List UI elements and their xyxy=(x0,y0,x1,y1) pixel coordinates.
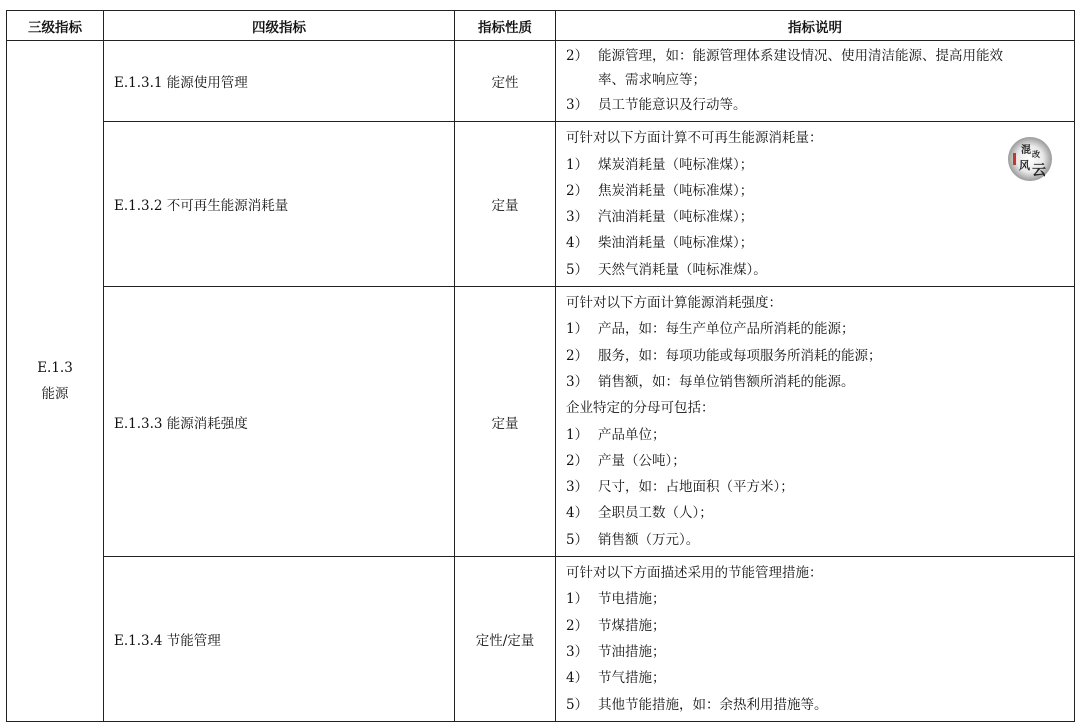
header-level3: 三级指标 xyxy=(7,11,104,41)
level3-code: E.1.3 xyxy=(37,359,73,376)
list-item: 企业特定的分母可包括： xyxy=(566,400,715,417)
table-row xyxy=(7,557,1075,722)
nature-cell: 定量 xyxy=(455,287,556,557)
description-cell xyxy=(556,557,1075,722)
nature-cell: 定性/定量 xyxy=(455,557,556,722)
list-item: 可针对以下方面计算能源消耗强度： xyxy=(566,295,782,312)
list-item: 2） 节煤措施； xyxy=(566,617,666,634)
seal-stamp-mark xyxy=(1013,153,1016,165)
header-description: 指标说明 xyxy=(556,11,1075,41)
list-item: 率、需求响应等； xyxy=(598,72,706,88)
list-item: 1） 节电措施； xyxy=(566,591,666,608)
table-row xyxy=(7,41,1075,122)
nature-cell: 定量 xyxy=(455,122,556,287)
list-item: 1） 煤炭消耗量（吨标准煤）； xyxy=(566,156,754,173)
seal-char: 云 xyxy=(1032,163,1046,179)
list-item: 5） 销售额（万元）。 xyxy=(566,531,700,548)
table-row xyxy=(7,287,1075,557)
level4-cell: E.1.3.4 节能管理 xyxy=(104,557,455,722)
list-item: 3） 员工节能意识及行动等。 xyxy=(566,97,747,113)
list-item: 3） 汽油消耗量（吨标准煤）； xyxy=(566,209,754,226)
list-item: 3） 尺寸，如：占地面积（平方米）； xyxy=(566,479,794,496)
list-item: 2） 服务，如：每项功能或每项服务所消耗的能源； xyxy=(566,347,882,364)
level4-cell: E.1.3.3 能源消耗强度 xyxy=(104,287,455,557)
table-row xyxy=(7,122,1075,287)
list-item: 2） 能源管理，如：能源管理体系建设情况、使用清洁能源、提高用能效 xyxy=(566,48,1003,64)
header-level4: 四级指标 xyxy=(104,11,455,41)
list-item: 2） 焦炭消耗量（吨标准煤）； xyxy=(566,182,754,199)
list-item: 可针对以下方面计算不可再生能源消耗量： xyxy=(566,130,823,147)
description-cell xyxy=(556,287,1075,557)
list-item: 4） 柴油消耗量（吨标准煤）； xyxy=(566,235,754,252)
seal-char: 改 xyxy=(1032,149,1040,159)
seal-char: 混 xyxy=(1021,145,1031,156)
description-cell xyxy=(556,122,1075,287)
list-item: 4） 全职员工数（人）； xyxy=(566,505,713,522)
list-item: 可针对以下方面描述采用的节能管理措施： xyxy=(566,565,823,582)
level4-cell: E.1.3.2 不可再生能源消耗量 xyxy=(104,122,455,287)
list-item: 3） 销售额，如：每单位销售额所消耗的能源。 xyxy=(566,373,855,390)
list-item: 5） 天然气消耗量（吨标准煤）。 xyxy=(566,261,767,278)
level3-cell xyxy=(7,41,104,722)
header-row xyxy=(7,11,1075,41)
level4-cell: E.1.3.1 能源使用管理 xyxy=(104,41,455,122)
list-item: 1） 产品单位； xyxy=(566,426,666,443)
level3-name: 能源 xyxy=(41,385,69,402)
list-item: 1） 产品，如：每生产单位产品所消耗的能源； xyxy=(566,321,855,338)
list-item: 3） 节油措施； xyxy=(566,643,666,660)
list-item: 5） 其他节能措施，如：余热利用措施等。 xyxy=(566,696,828,713)
header-nature: 指标性质 xyxy=(455,11,556,41)
nature-cell: 定性 xyxy=(455,41,556,122)
seal-char: 风 xyxy=(1019,159,1030,172)
watermark-seal-icon xyxy=(1007,136,1053,182)
indicator-table xyxy=(6,10,1075,722)
list-item: 2） 产量（公吨）； xyxy=(566,452,686,469)
description-cell xyxy=(556,41,1075,122)
list-item: 4） 节气措施； xyxy=(566,670,666,687)
